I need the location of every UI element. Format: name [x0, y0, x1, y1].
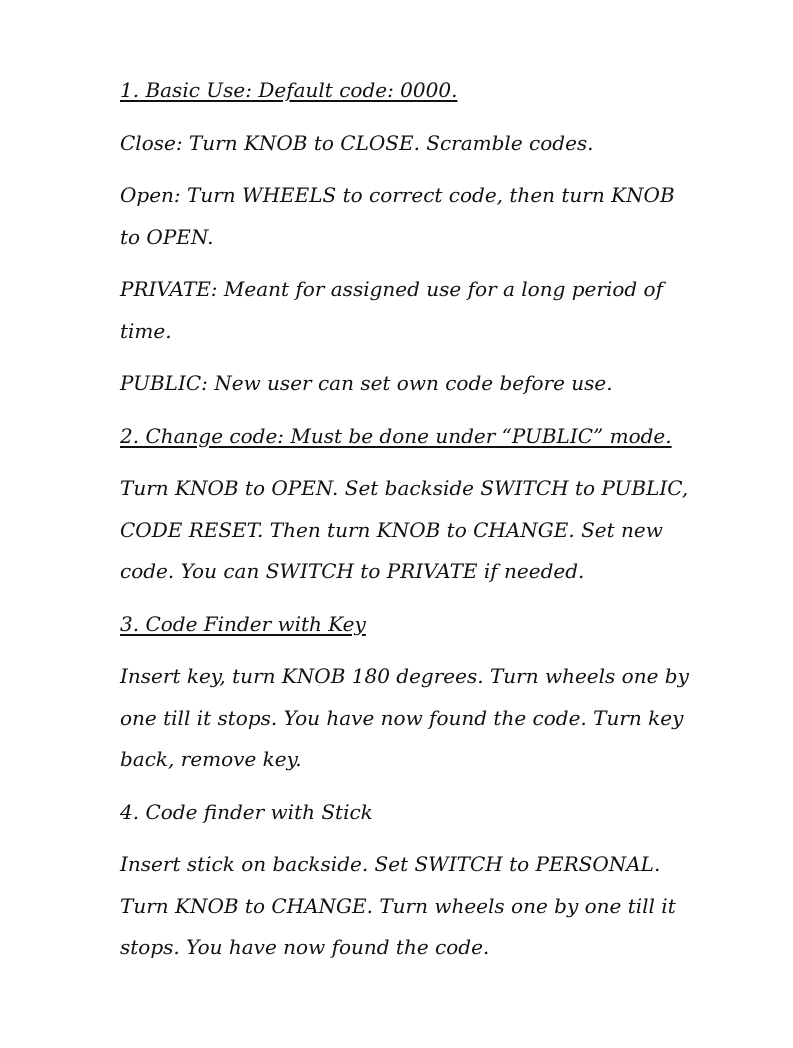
section-2-paragraph: Turn KNOB to OPEN. Set backside SWITCH to PUBLIC, CODE RESET. Then turn KNOB to CHANGE. Set new code. You can SWITCH to PRIVATE if needed. [120, 476, 689, 583]
instruction-document [120, 70, 690, 980]
section-1-paragraph-open: Open: Turn WHEELS to correct code, then turn KNOB to OPEN. [120, 183, 675, 249]
section-1-paragraph-public: PUBLIC: New user can set own code before use. [120, 371, 613, 395]
section-4-heading: 4. Code finder with Stick [120, 799, 373, 824]
section-1-paragraph-private: PRIVATE: Meant for assigned use for a long period of time. [120, 277, 663, 343]
section-3-paragraph: Insert key, turn KNOB 180 degrees. Turn wheels one by one till it stops. You have now found the code. Turn key back, remove key. [120, 664, 689, 771]
section-2-heading: 2. Change code: Must be done under “PUBLIC” mode. [120, 423, 672, 448]
section-1-heading: 1. Basic Use: Default code: 0000. [120, 78, 458, 102]
section-1-paragraph-close: Close: Turn KNOB to CLOSE. Scramble codes. [120, 130, 594, 155]
section-4-paragraph: Insert stick on backside. Set SWITCH to PERSONAL. Turn KNOB to CHANGE. Turn wheels one by one till it stops. You have now found the code. [120, 852, 676, 959]
section-3-heading: 3. Code Finder with Key [120, 611, 366, 636]
